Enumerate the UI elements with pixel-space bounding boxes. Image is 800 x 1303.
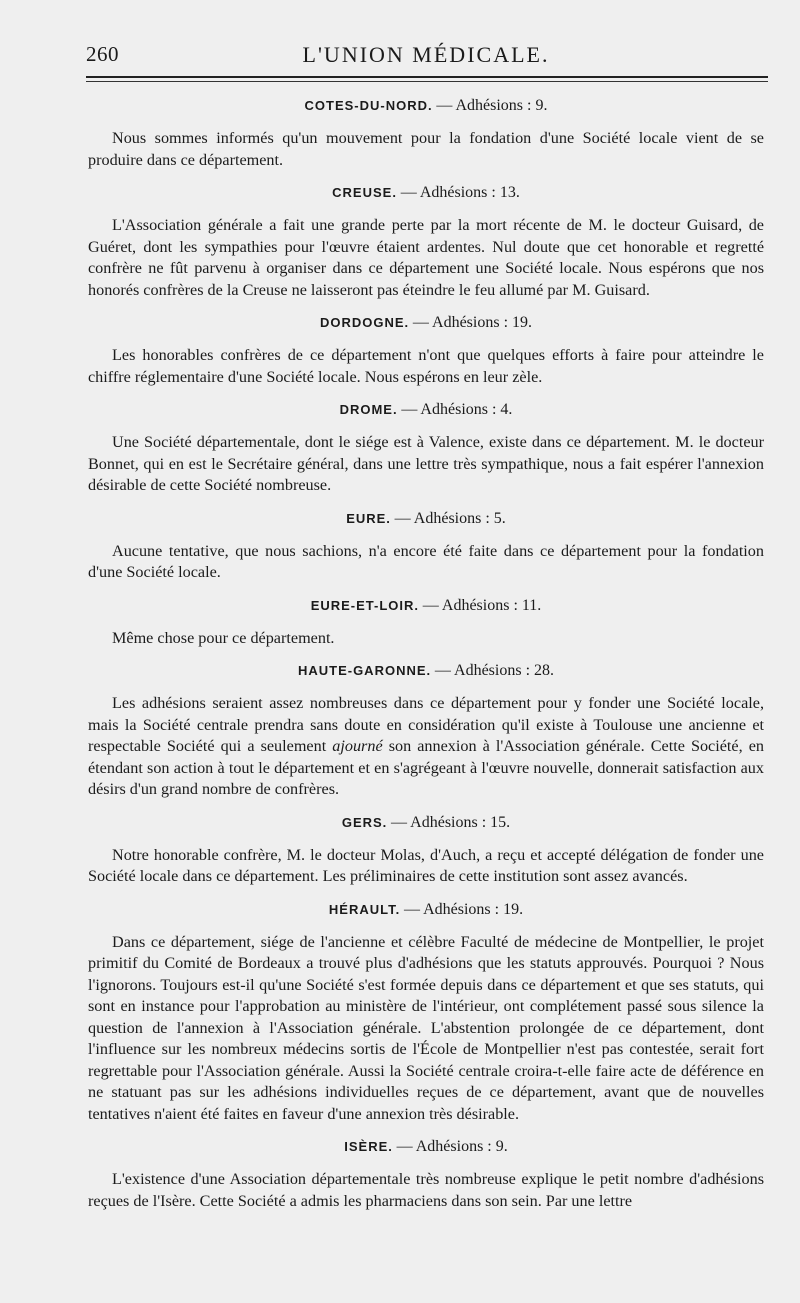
adhesions-count: — Adhésions : 28. — [434, 662, 555, 679]
adhesions-count: — Adhésions : 15. — [391, 813, 511, 831]
section-paragraph: L'Association générale a fait une grande perte par la mort récente de M. le docteur Guisard, de Guéret, dont les sympathies pour l'œuvre étaient ardentes. Nul doute que cet honorable et regretté confrère ne fût parvenu à organiser dans ce département une Société locale. Nous espérons que nos honorés confrères de la Creuse ne laisseront pas éteindre le feu allumé par M. Guisard. — [88, 216, 764, 299]
section-paragraph: Même chose pour ce département. — [112, 628, 335, 647]
adhesions-count: — Adhésions : 13. — [400, 184, 520, 201]
department-name: CREUSE. — [332, 185, 397, 200]
department-name: ISÈRE. — [344, 1139, 393, 1154]
page-header — [86, 40, 766, 76]
adhesions-count: — Adhésions : 9. — [436, 97, 548, 114]
section-heading-eure — [88, 509, 764, 529]
adhesions-count: — Adhésions : 19. — [403, 900, 524, 918]
section-heading-drome — [88, 400, 764, 420]
department-name: HAUTE-GARONNE. — [297, 663, 432, 678]
section-paragraph: L'existence d'une Association départementale très nombreuse explique le petit nombre d'adhésions reçues de l'Isère. Cette Société a admis les pharmaciens dans son sein. Par une lettre — [88, 1170, 764, 1210]
department-name: DORDOGNE. — [319, 315, 410, 330]
department-name: DROME. — [339, 402, 398, 417]
section-paragraph — [88, 693, 764, 801]
department-name: COTES-DU-NORD. — [304, 98, 433, 113]
article-body — [88, 96, 764, 1224]
adhesions-count: — Adhésions : 4. — [401, 401, 513, 418]
department-name: HÉRAULT. — [328, 901, 401, 917]
section-paragraph: Une Société départementale, dont le siége est à Valence, existe dans ce département. M. le docteur Bonnet, qui en est le Secrétaire général, dans une lettre très sympathique, nous a fait espérer l'annexion désirable de cette Société nombreuse. — [88, 433, 764, 494]
department-name: GERS. — [341, 814, 388, 830]
adhesions-count: — Adhésions : 19. — [412, 314, 533, 331]
section-heading-gers — [88, 813, 764, 833]
paragraph-text: Les adhésions seraient assez nombreuses dans ce département pour y fonder une Société locale, mais la Société centrale prendra sans doute en considération qu'il existe à Toulouse une ancienne et respectable Société qui a seulement — [88, 694, 764, 755]
section-heading-eure-et-loir — [88, 596, 764, 616]
section-paragraph: Les honorables confrères de ce département n'ont que quelques efforts à faire pour atteindre le chiffre réglementaire d'une Société locale. Nous espérons en leur zèle. — [88, 346, 764, 386]
adhesions-count: — Adhésions : 5. — [394, 509, 506, 527]
page-number: 260 — [86, 42, 119, 66]
section-paragraph: Aucune tentative, que nous sachions, n'a encore été faite dans ce département pour la fondation d'une Société locale. — [88, 541, 764, 581]
section-heading-isere — [88, 1137, 764, 1157]
section-heading-dordogne — [88, 313, 764, 333]
department-name: EURE-ET-LOIR. — [310, 597, 420, 613]
section-heading-herault — [88, 900, 764, 920]
section-heading-cotes-du-nord — [88, 96, 764, 116]
header-rule-thin — [86, 81, 768, 82]
header-rule — [86, 76, 768, 78]
section-paragraph: Dans ce département, siége de l'ancienne et célèbre Faculté de médecine de Montpellier, le projet primitif du Comité de Bordeaux a trouvé plus d'adhésions que les statuts approuvés. Pourquoi ? Nous l'ignorons. Toujours est-il qu'une Société s'est formée depuis dans ce département et que ses statuts, qui sont en instance pour l'approbation au ministère de l'intérieur, ont complétement passé sous silence la question de l'annexion à l'Association générale. L'abstention prolongée de ce département, dont l'influence sur les nombreux médecins sortis de l'École de Montpellier n'est pas contestée, serait fort regrettable pour l'Association générale. Aussi la Société centrale croira-t-elle faire acte de déférence en ne statuant pas sur les adhésions individuelles reçues de ce département, avant que de nouvelles tentatives n'aient été faites en faveur d'une annexion très désirable. — [88, 932, 764, 1123]
paragraph-text: son annexion à l'Association générale. Cette Société, en étendant son action à tout le département et en s'agrégeant à l'œuvre nouvelle, donnerait satisfaction aux désirs d'un grand nombre de confrères. — [88, 737, 764, 798]
section-paragraph: Notre honorable confrère, M. le docteur Molas, d'Auch, a reçu et accepté délégation de fonder une Société locale dans ce département. Les préliminaires de cette institution sont assez avancés. — [88, 845, 764, 885]
emphasized-word: ajourné — [332, 737, 383, 755]
adhesions-count: — Adhésions : 11. — [422, 596, 542, 614]
journal-title: L'UNION MÉDICALE. — [302, 42, 550, 67]
department-name: EURE. — [346, 510, 391, 526]
section-heading-haute-garonne — [88, 661, 764, 681]
adhesions-count: — Adhésions : 9. — [396, 1138, 508, 1155]
section-paragraph: Nous sommes informés qu'un mouvement pour la fondation d'une Société locale vient de se produire dans ce département. — [88, 129, 764, 169]
section-heading-creuse — [88, 183, 764, 203]
